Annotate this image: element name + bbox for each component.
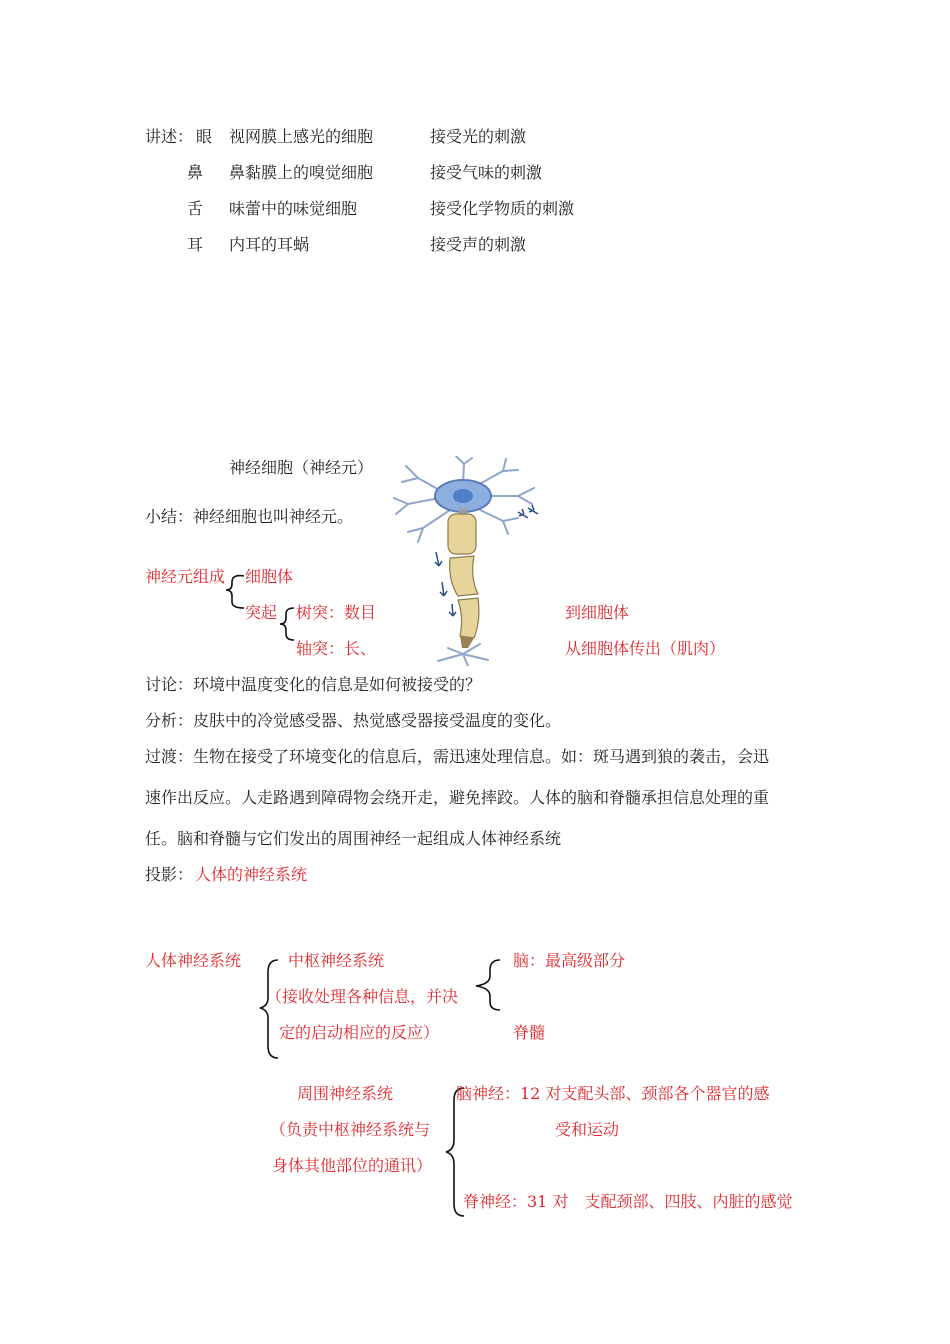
spinal-cord-label: 脊髓 (513, 1023, 546, 1042)
nucleus (453, 489, 473, 503)
neuron-composition-title: 神经元组成 (145, 567, 226, 586)
myelin-segment-2 (450, 556, 478, 596)
axon-label: 轴突：长、 (296, 639, 377, 658)
organ-ear: 耳 (187, 235, 204, 254)
cell-body-label: 细胞体 (245, 567, 294, 586)
stimulus-tongue: 接受化学物质的刺激 (430, 199, 575, 218)
peripheral-desc-2: 身体其他部位的通讯） (272, 1156, 433, 1175)
process-label: 突起 (245, 603, 278, 622)
central-desc-1: （接收处理各种信息，并决 (266, 987, 459, 1006)
axon-direction: 从细胞体传出（肌肉） (565, 639, 726, 658)
dendrite-label: 树突：数目 (296, 603, 377, 622)
central-brace (470, 958, 506, 1014)
receptor-eye: 视网膜上感光的细胞 (229, 127, 374, 146)
cranial-nerves-line-1: 脑神经：12 对支配头部、颈部各个器官的感 (456, 1084, 770, 1103)
transition-line-2: 速作出反应。人走路遇到障碍物会绕开走，避免摔跤。人体的脑和脊髓承担信息处理的重 (145, 788, 770, 807)
stimulus-ear: 接受声的刺激 (430, 235, 527, 254)
cranial-nerves-line-2: 受和运动 (555, 1120, 620, 1139)
organ-nose: 鼻 (187, 163, 204, 182)
dendrite-direction: 到细胞体 (565, 603, 630, 622)
nervous-system-title: 人体神经系统 (145, 951, 242, 970)
transition-line-1: 过渡：生物在接受了环境变化的信息后，需迅速处理信息。如：斑马遇到狼的袭击，会迅 (145, 747, 770, 766)
neuron-illustration (378, 456, 568, 666)
organ-eye: 眼 (196, 127, 213, 146)
peripheral-nervous-system: 周围神经系统 (297, 1084, 394, 1103)
central-nervous-system: 中枢神经系统 (288, 951, 385, 970)
central-desc-2: 定的启动相应的反应） (279, 1023, 440, 1042)
brain-label: 脑：最高级部分 (513, 951, 626, 970)
myelin-segment-1 (448, 514, 476, 554)
nervous-system-brace (254, 958, 284, 1062)
receptor-ear: 内耳的耳蜗 (229, 235, 310, 254)
stimulus-nose: 接受气味的刺激 (430, 163, 543, 182)
stimulus-eye: 接受光的刺激 (430, 127, 527, 146)
lecture-label: 讲述： (145, 127, 194, 146)
discussion-paragraph: 讨论：环境中温度变化的信息是如何被接受的？ (145, 675, 482, 694)
process-brace (274, 606, 298, 646)
receptor-nose: 鼻黏膜上的嗅觉细胞 (229, 163, 374, 182)
figure-caption: 神经细胞（神经元） (229, 458, 374, 477)
spinal-nerves-line: 脊神经：31 对 支配颈部、四肢、内脏的感觉 (463, 1192, 793, 1211)
neuron-composition-brace (218, 570, 248, 630)
receptor-tongue: 味蕾中的味觉细胞 (229, 199, 358, 218)
organ-tongue: 舌 (187, 199, 204, 218)
myelin-segment-3 (458, 598, 479, 638)
summary: 小结：神经细胞也叫神经元。 (145, 507, 354, 526)
projection-value: 人体的神经系统 (195, 865, 308, 884)
peripheral-desc-1: （负责中枢神经系统与 (270, 1120, 431, 1139)
analysis-paragraph: 分析：皮肤中的冷觉感受器、热觉感受器接受温度的变化。 (145, 711, 562, 730)
projection-label: 投影： (145, 865, 194, 884)
transition-line-3: 任。脑和脊髓与它们发出的周围神经一起组成人体神经系统 (145, 829, 562, 848)
